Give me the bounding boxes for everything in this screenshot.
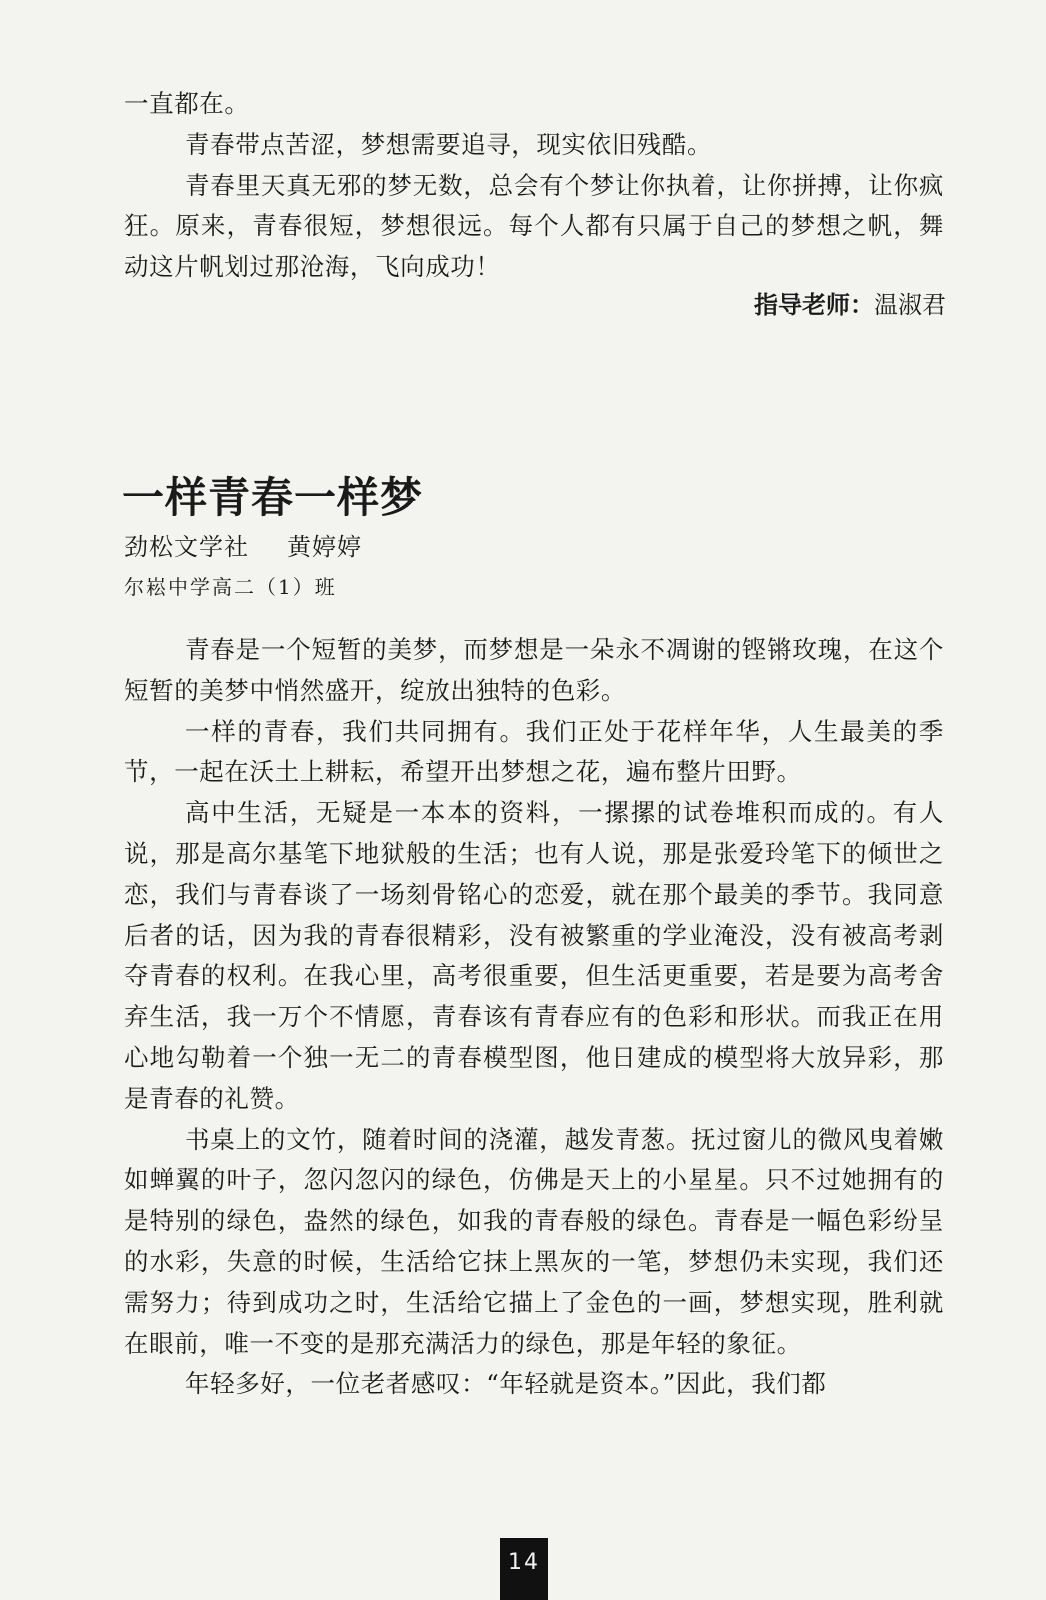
continuation-paragraph: 青春里天真无邪的梦无数，总会有个梦让你执着，让你拼搏，让你疯狂。原来，青春很短，梦想很远。每个人都有只属于自己的梦想之帆，舞动这片帆划过那沧海，飞向成功！ bbox=[124, 170, 944, 282]
article-title: 一样青春一样梦 bbox=[122, 473, 424, 522]
previous-article-ending bbox=[124, 84, 944, 288]
supervisor-label: 指导老师： bbox=[754, 291, 874, 319]
supervisor-name: 温淑君 bbox=[874, 291, 946, 319]
body-paragraph: 一样的青春，我们共同拥有。我们正处于花样年华，人生最美的季节，一起在沃土上耕耘，希望开出梦想之花，遍布整片田野。 bbox=[124, 716, 944, 787]
author-class: 尔崧中学高二（1）班 bbox=[124, 575, 337, 599]
page-number: 14 bbox=[500, 1538, 548, 1600]
author-name: 黄婷婷 bbox=[287, 533, 362, 561]
body-paragraph: 年轻多好，一位老者感叹：“年轻就是资本。”因此，我们都 bbox=[185, 1369, 827, 1399]
body-paragraph: 书桌上的文竹，随着时间的浇灌，越发青葱。抚过窗儿的微风曳着嫩如蝉翼的叶子，忽闪忽闪的绿色，仿佛是天上的小星星。只不过她拥有的是特别的绿色，盎然的绿色，如我的青春般的绿色。青春是一幅色彩纷呈的水彩，失意的时候，生活给它抹上黑灰的一笔，梦想仍未实现，我们还需努力；待到成功之时，生活给它描上了金色的一画，梦想实现，胜利就在眼前，唯一不变的是那充满活力的绿色，那是年轻的象征。 bbox=[124, 1124, 944, 1358]
club-name: 劲松文学社 bbox=[124, 533, 249, 561]
body-paragraph: 青春是一个短暂的美梦，而梦想是一朵永不凋谢的铿锵玫瑰，在这个短暂的美梦中悄然盛开，绽放出独特的色彩。 bbox=[124, 635, 944, 705]
supervisor-credit bbox=[754, 285, 946, 325]
body-paragraph: 高中生活，无疑是一本本的资料，一摞摞的试卷堆积而成的。有人说，那是高尔基笔下地狱般的生活；也有人说，那是张爱玲笔下的倾世之恋，我们与青春谈了一场刻骨铭心的恋爱，就在那个最美的季节。我同意后者的话，因为我的青春很精彩，没有被繁重的学业淹没，没有被高考剥夺青春的权利。在我心里，高考很重要，但生活更重要，若是要为高考舍弃生活，我一万个不情愿，青春该有青春应有的色彩和形状。而我正在用心地勾勒着一个独一无二的青春模型图，他日建成的模型将大放异彩，那是青春的礼赞。 bbox=[124, 798, 944, 1113]
continuation-paragraph: 青春带点苦涩，梦想需要追寻，现实依旧残酷。 bbox=[185, 129, 713, 159]
article-byline bbox=[124, 530, 362, 564]
continuation-paragraph: 一直都在。 bbox=[124, 89, 250, 118]
article-body bbox=[124, 630, 944, 1405]
